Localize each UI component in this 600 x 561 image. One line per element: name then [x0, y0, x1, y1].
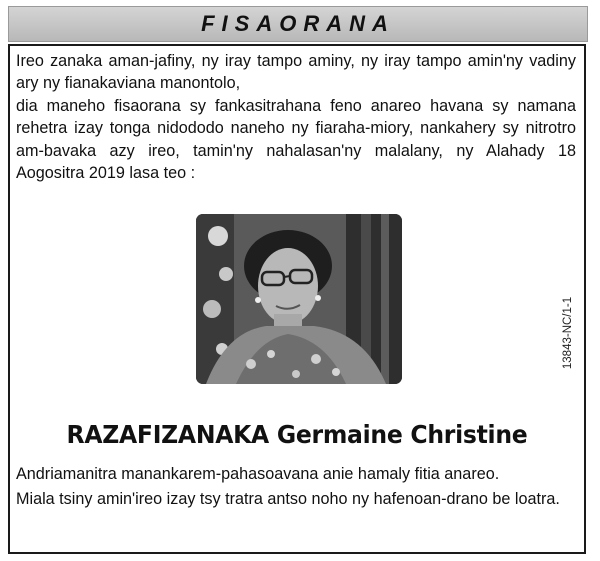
reference-code [558, 278, 578, 388]
notice-frame [8, 44, 586, 554]
intro-paragraph-thanks: dia maneho fisaorana sy fankasitrahana feno anareo havana sy namana rehetra izay tonga nidododo naneho ny fiaraha-miory, nankahery sy nitrotro am-bavaka azy ireo, tamin'ny nahalasan'ny malalany, ny Alahady 18 Aogositra 2019 lasa teo : [16, 96, 576, 183]
deceased-given-names: Germaine Christine [276, 420, 528, 449]
reference-code-text: 13843-NC/1-1 [562, 296, 575, 370]
closing-apology: Miala tsiny amin'ireo izay tsy tratra antso noho ny hafenoan-drano be loatra. [16, 490, 560, 508]
closing-blessing: Andriamanitra manankarem-pahasoavana anie hamaly fitia anareo. [16, 465, 500, 483]
deceased-surname: RAZAFIZANAKA [66, 420, 269, 449]
deceased-portrait-photo [196, 214, 402, 384]
deceased-name [27, 420, 567, 449]
closing-text [16, 462, 576, 512]
notice-header-bar [8, 6, 588, 42]
notice-title: FISAORANA [201, 11, 395, 36]
intro-paragraph-family: Ireo zanaka aman-jafiny, ny iray tampo aminy, ny iray tampo amin'ny vadiny ary ny fianakaviana manontolo, [16, 52, 576, 93]
intro-text [16, 50, 576, 184]
